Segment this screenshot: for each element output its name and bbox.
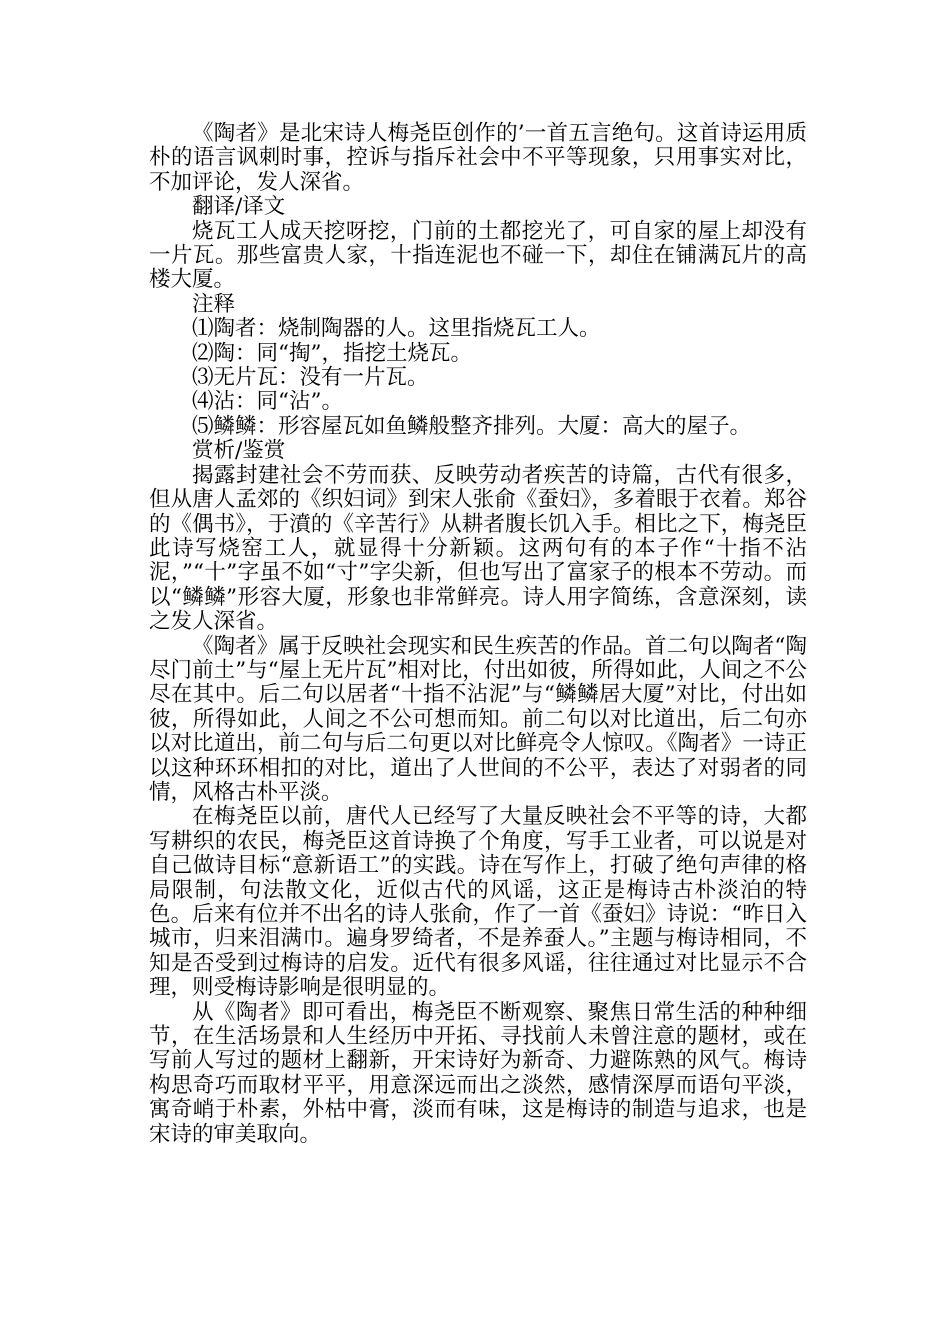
document-body bbox=[149, 122, 807, 1147]
appreciation-paragraph-3: 在梅尧臣以前，唐代人已经写了大量反映社会不平等的诗，大都写耕织的农民，梅尧臣这首诗换了个角度，写手工业者，可以说是对自己做诗目标“意新语工”的实践。诗在写作上，打破了绝句声律的格局限制，句法散文化，近似古代的风谣，这正是梅诗古朴淡泊的特色。后来有位并不出名的诗人张俞，作了一首《蚕妇》诗说：“昨日入城市，归来泪满巾。遍身罗绮者，不是养蚕人。”主题与梅诗相同，不知是否受到过梅诗的启发。近代有很多风谣，往往通过对比显示不合理，则受梅诗影响是很明显的。 bbox=[149, 804, 807, 1001]
translation-heading: 翻译/译文 bbox=[192, 194, 286, 220]
note-item-4: ⑷沾：同“沾”。 bbox=[192, 389, 343, 415]
notes-heading: 注释 bbox=[192, 291, 236, 317]
appreciation-paragraph-2: 《陶者》属于反映社会现实和民生疾苦的作品。首二句以陶者“陶尽门前土”与“屋上无片瓦”相对比，付出如彼，所得如此，人间之不公尽在其中。后二句以居者“十指不沾泥”与“鳞鳞居大厦”对比，付出如彼，所得如此，人间之不公可想而知。前二句以对比道出，后二句亦以对比道出，前二句与后二句更以对比鲜亮令人惊叹。《陶者》一诗正以这种环环相扣的对比，道出了人世间的不公平，表达了对弱者的同情，风格古朴平淡。 bbox=[149, 633, 807, 805]
appreciation-heading: 赏析/鉴赏 bbox=[192, 438, 286, 464]
intro-paragraph: 《陶者》是北宋诗人梅尧臣创作的’一首五言绝句。这首诗运用质朴的语言讽刺时事，控诉与指斥社会中不平等现象，只用事实对比，不加评论，发人深省。 bbox=[149, 121, 807, 195]
note-item-2: ⑵陶：同“掏”，指挖土烧瓦。 bbox=[192, 340, 472, 366]
translation-paragraph: 烧瓦工人成天挖呀挖，门前的土都挖光了，可自家的屋上却没有一片瓦。那些富贵人家，十指连泥也不碰一下，却住在铺满瓦片的高楼大厦。 bbox=[149, 218, 807, 293]
note-item-5: ⑸鳞鳞：形容屋瓦如鱼鳞般整齐排列。大厦：高大的屋子。 bbox=[192, 413, 752, 439]
appreciation-paragraph-1: 揭露封建社会不劳而获、反映劳动者疾苦的诗篇，古代有很多，但从唐人孟郊的《织妇词》到宋人张俞《蚕妇》，多着眼于衣着。郑谷的《偶书》，于濆的《辛苦行》从耕者腹长饥入手。相比之下，梅尧臣此诗写烧窑工人，就显得十分新颖。这两句有的本子作“十指不沾泥，”“十”字虽不如“寸”字尖新，但也写出了富家子的根本不劳动。而以“鳞鳞”形容大厦，形象也非常鲜亮。诗人用字简练，含意深刻，读之发人深省。 bbox=[149, 462, 807, 635]
note-item-1: ⑴陶者：烧制陶器的人。这里指烧瓦工人。 bbox=[192, 316, 601, 342]
note-item-3: ⑶无片瓦：没有一片瓦。 bbox=[192, 365, 429, 391]
appreciation-paragraph-4: 从《陶者》即可看出，梅尧臣不断观察、聚焦日常生活的种种细节，在生活场景和人生经历中开拓、寻找前人未曾注意的题材，或在写前人写过的题材上翻新，开宋诗好为新奇、力避陈熟的风气。梅诗构思奇巧而取材平平，用意深远而出之淡然，感情深厚而语句平淡，寓奇峭于朴素，外枯中膏，淡而有味，这是梅诗的制造与追求，也是宋诗的审美取向。 bbox=[149, 999, 807, 1147]
